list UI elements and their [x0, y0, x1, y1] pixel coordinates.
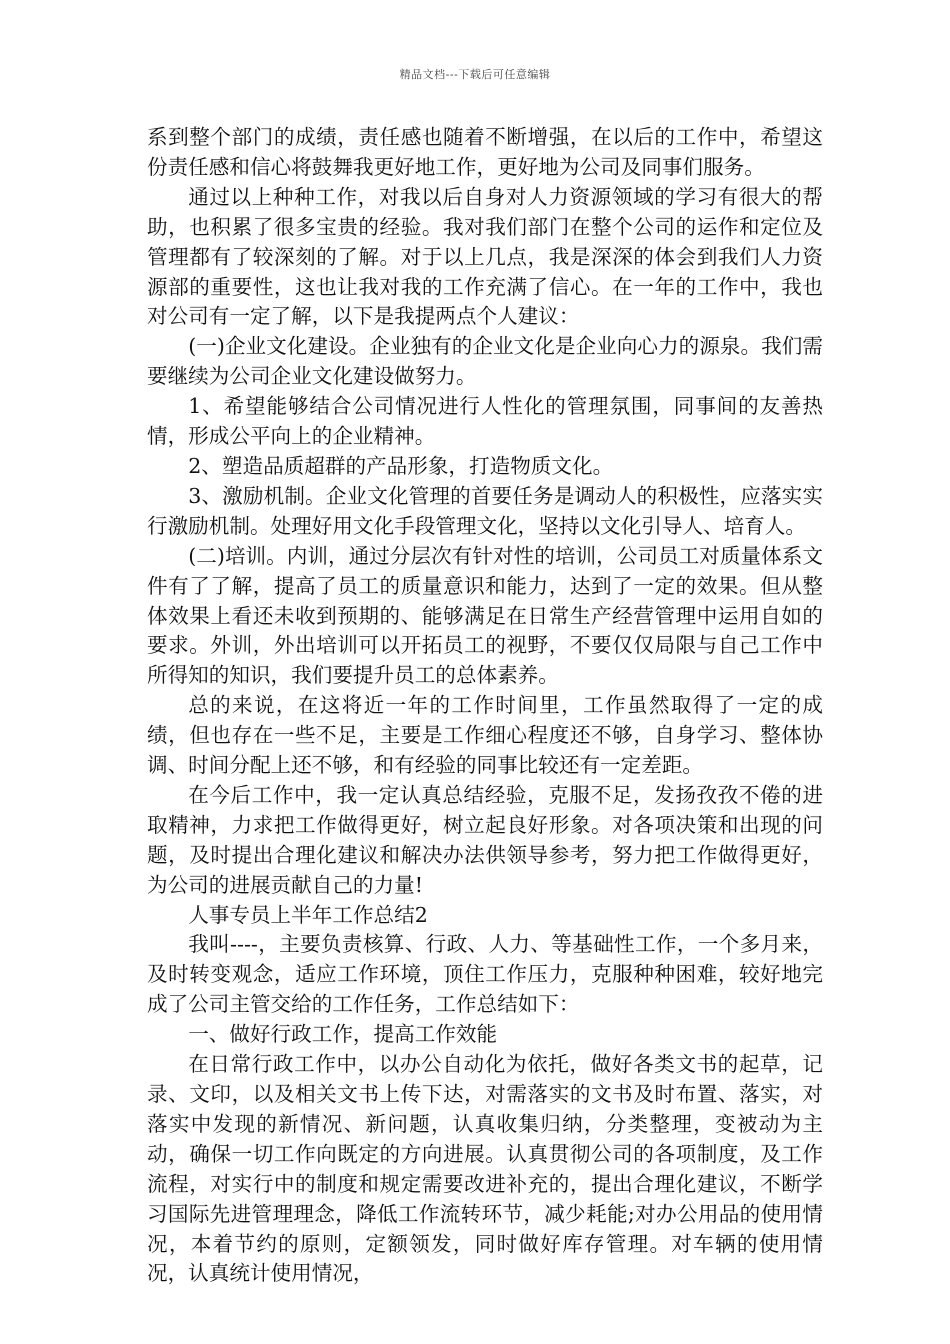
section-heading: 人事专员上半年工作总结2	[188, 902, 428, 927]
paragraph: 总的来说，在这将近一年的工作时间里，工作虽然取得了一定的成绩，但也存在一些不足，主要是工作细心程度还不够，自身学习、整体协调、时间分配上还不够，和有经验的同事比较还有一定差距。	[147, 693, 823, 778]
subsection-heading: 一、做好行政工作，提高工作效能	[188, 1022, 498, 1047]
document-body	[147, 123, 823, 1289]
paragraph: 在今后工作中，我一定认真总结经验，克服不足，发扬孜孜不倦的进取精神，力求把工作做得更好，树立起良好形象。对各项决策和出现的问题，及时提出合理化建议和解决办法供领导参考，努力把工作做得更好，为公司的进展贡献自己的力量!	[147, 782, 823, 897]
paragraph: 通过以上种种工作，对我以后自身对人力资源领域的学习有很大的帮助，也积累了很多宝贵的经验。我对我们部门在整个公司的运作和定位及管理都有了较深刻的了解。对于以上几点，我是深深的体会到我们人力资源部的重要性，这也让我对我的工作充满了信心。在一年的工作中，我也对公司有一定了解，以下是我提两点个人建议：	[147, 184, 823, 329]
paragraph: 1、希望能够结合公司情况进行人性化的管理氛围，同事间的友善热情，形成公平向上的企业精神。	[147, 394, 823, 449]
page-header: 精品文档---下载后可任意编辑	[399, 68, 551, 81]
paragraph: 我叫----，主要负责核算、行政、人力、等基础性工作，一个多月来，及时转变观念，适应工作环境，顶住工作压力，克服种种困难，较好地完成了公司主管交给的工作任务，工作总结如下：	[147, 932, 823, 1017]
paragraph: 在日常行政工作中，以办公自动化为依托，做好各类文书的起草，记录、文印，以及相关文书上传下达，对需落实的文书及时布置、落实，对落实中发现的新情况、新问题，认真收集归纳，分类整理，变被动为主动，确保一切工作向既定的方向进展。认真贯彻公司的各项制度，及工作流程，对实行中的制度和规定需要改进补充的，提出合理化建议，不断学习国际先进管理理念，降低工作流转环节，减少耗能;对办公用品的使用情况，本着节约的原则，定额领发，同时做好库存管理。对车辆的使用情况，认真统计使用情况，	[147, 1052, 823, 1286]
paragraph: (二)培训。内训，通过分层次有针对性的培训，公司员工对质量体系文件有了了解，提高了员工的质量意识和能力，达到了一定的效果。但从整体效果上看还未收到预期的、能够满足在日常生产经营管理中运用自如的要求。外训，外出培训可以开拓员工的视野，不要仅仅局限与自己工作中所得知的知识，我们要提升员工的总体素养。	[147, 543, 823, 688]
paragraph: 系到整个部门的成绩，责任感也随着不断增强，在以后的工作中，希望这份责任感和信心将鼓舞我更好地工作，更好地为公司及同事们服务。	[147, 125, 823, 179]
paragraph: 2、塑造品质超群的产品形象，打造物质文化。	[188, 453, 614, 478]
paragraph: 3、激励机制。企业文化管理的首要任务是调动人的积极性，应落实实行激励机制。处理好用文化手段管理文化，坚持以文化引导人、培育人。	[147, 483, 823, 538]
paragraph: (一)企业文化建设。企业独有的企业文化是企业向心力的源泉。我们需要继续为公司企业文化建设做努力。	[147, 334, 823, 389]
